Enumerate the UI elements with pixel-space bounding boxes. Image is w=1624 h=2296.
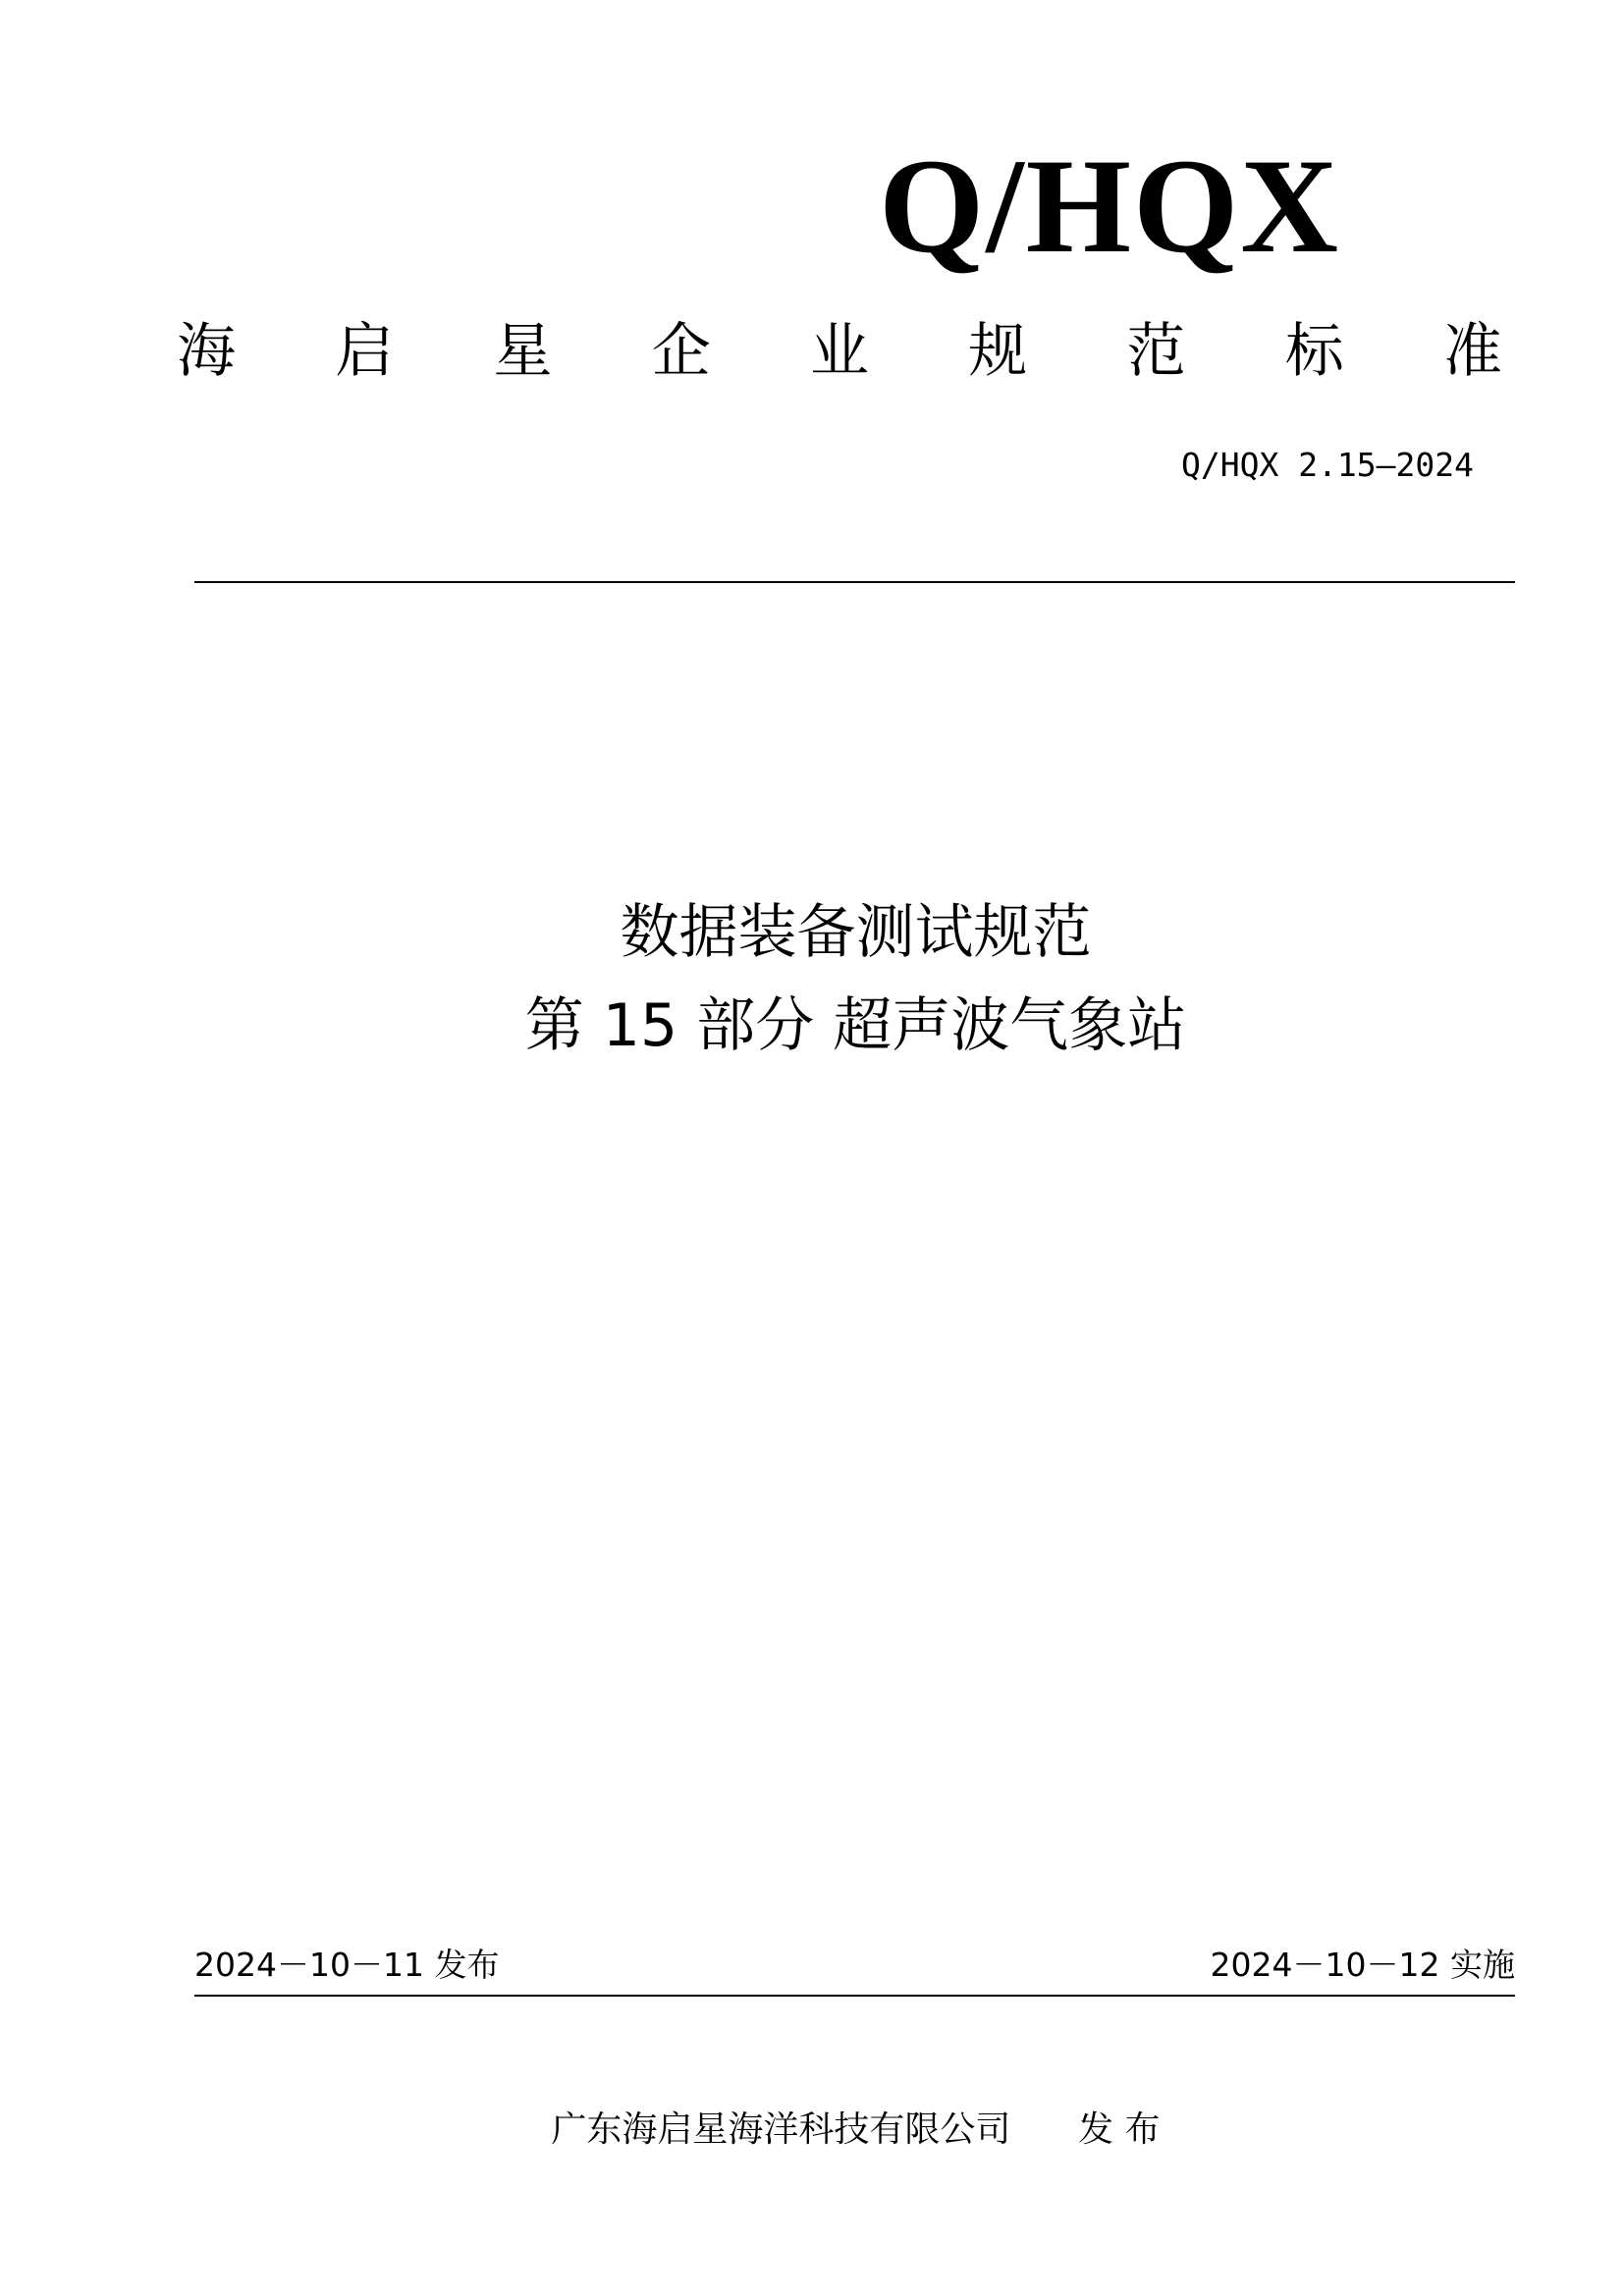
publisher-name: 广东海启星海洋科技有限公司 [551, 2109, 1011, 2150]
document-number: Q/HQX 2.15—2024 [1180, 446, 1474, 484]
standard-title-char: 标 [1284, 317, 1344, 386]
footer-divider [194, 1995, 1515, 1997]
standard-title-char: 准 [1443, 317, 1502, 386]
standard-title-char: 企 [651, 317, 711, 386]
header-divider [194, 581, 1515, 583]
implementation-date: 2024－10－12 实施 [1210, 1946, 1515, 1984]
publisher-gap [1010, 2109, 1078, 2150]
document-title-line-2: 第 15 部分 超声波气象站 [524, 991, 1187, 1060]
standard-logo: Q/HQX [879, 131, 1341, 281]
standard-title-char: 星 [493, 317, 553, 386]
publisher-line [196, 2106, 1515, 2155]
publisher-action: 发 布 [1078, 2109, 1161, 2150]
standard-title-char: 范 [1126, 317, 1186, 386]
standard-title-char: 海 [177, 317, 236, 386]
standard-title-char: 规 [968, 317, 1028, 386]
standard-title-char: 启 [335, 317, 395, 386]
standard-category-title [177, 312, 1502, 391]
issue-date: 2024－10－11 发布 [194, 1946, 500, 1984]
standard-title-char: 业 [810, 317, 869, 386]
document-title-line-1: 数据装备测试规范 [620, 898, 1092, 967]
